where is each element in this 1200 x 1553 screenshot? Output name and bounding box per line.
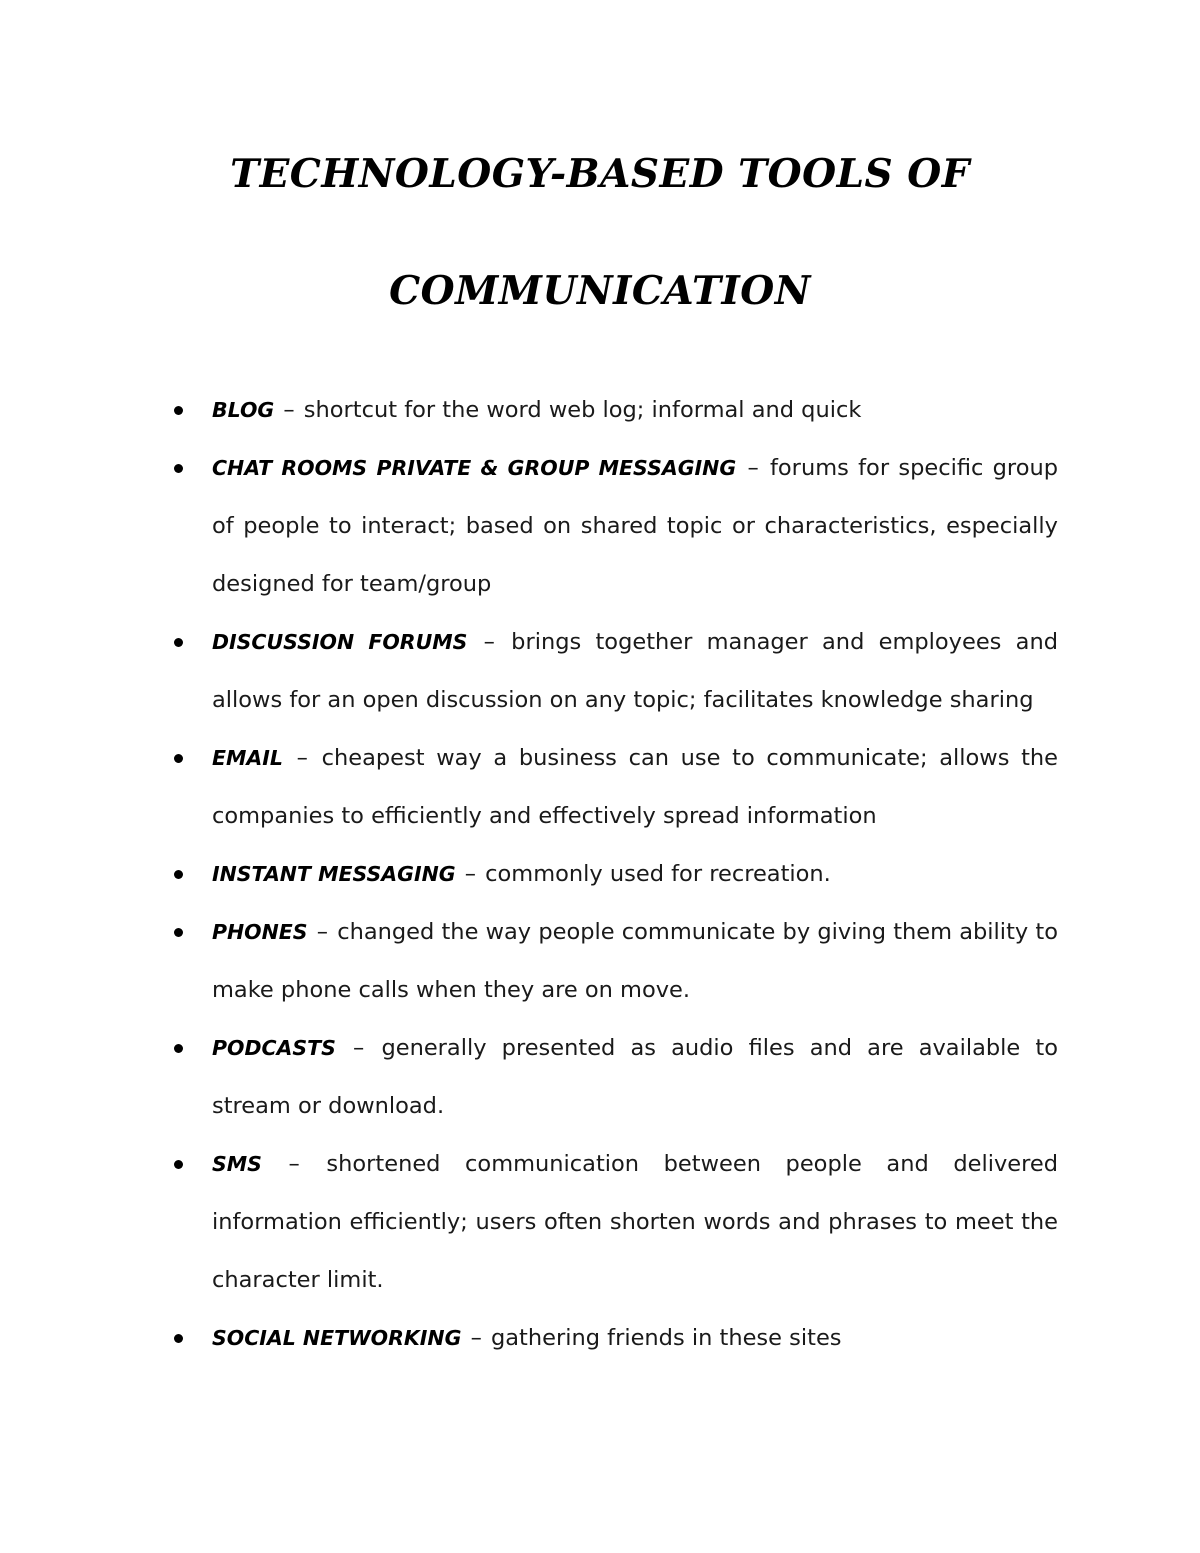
bullet-icon <box>174 870 183 879</box>
bullet-icon <box>174 1334 183 1343</box>
list-item-podcasts <box>0 1019 1058 1135</box>
term-separator: – <box>353 1035 365 1061</box>
term-description: cheapest way a business can use to communicate; allows the companies to efficiently and effectively spread information <box>212 745 1059 829</box>
term-separator: – <box>747 455 759 481</box>
bullet-icon <box>174 754 183 763</box>
term-label: BLOG <box>212 398 275 422</box>
term-separator: – <box>483 629 495 655</box>
term-separator: – <box>283 397 295 423</box>
list-item-blog <box>0 381 1058 439</box>
term-separator: – <box>464 861 476 887</box>
term-label: CHAT ROOMS PRIVATE & GROUP MESSAGING <box>212 456 737 480</box>
list-item-social-networking <box>0 1309 1058 1367</box>
term-label: PODCASTS <box>212 1036 336 1060</box>
list-item-email <box>0 729 1058 845</box>
term-separator: – <box>288 1151 300 1177</box>
list-item-sms <box>0 1135 1058 1309</box>
term-label: SOCIAL NETWORKING <box>212 1326 462 1350</box>
term-separator: – <box>296 745 308 771</box>
term-label: INSTANT MESSAGING <box>212 862 456 886</box>
bullet-icon <box>174 464 183 473</box>
bullet-icon <box>174 1044 183 1053</box>
term-description: changed the way people communicate by giving them ability to make phone calls when they are on move. <box>212 919 1058 1003</box>
bullet-icon <box>174 406 183 415</box>
list-item-chat-rooms <box>0 439 1058 613</box>
term-description: shortcut for the word web log; informal and quick <box>303 397 862 423</box>
term-description: shortened communication between people and delivered information efficiently; users often shorten words and phrases to meet the character limit. <box>212 1151 1059 1293</box>
term-separator: – <box>470 1325 482 1351</box>
bullet-icon <box>174 928 183 937</box>
document-title-line-1: TECHNOLOGY-BASED TOOLS OF <box>230 151 970 197</box>
bullet-icon <box>174 1160 183 1169</box>
term-label: PHONES <box>212 920 308 944</box>
term-description: commonly used for recreation. <box>485 861 831 887</box>
term-label: DISCUSSION FORUMS <box>212 630 468 654</box>
term-description: generally presented as audio files and are available to stream or download. <box>212 1035 1058 1119</box>
bullet-icon <box>174 638 183 647</box>
term-label: SMS <box>212 1152 262 1176</box>
term-description: gathering friends in these sites <box>490 1325 842 1351</box>
term-label: EMAIL <box>212 746 283 770</box>
term-description: brings together manager and employees and allows for an open discussion on any topic; facilitates knowledge sharing <box>212 629 1058 713</box>
list-item-instant-messaging <box>0 845 1058 903</box>
list-item-phones <box>0 903 1058 1019</box>
term-separator: – <box>316 919 328 945</box>
document-title-line-2: COMMUNICATION <box>389 268 811 314</box>
communication-tools-list <box>0 381 1200 1367</box>
term-description: forums for specific group of people to interact; based on shared topic or characteristics, especially designed for team/group <box>212 455 1058 597</box>
list-item-discussion-forums <box>0 613 1058 729</box>
